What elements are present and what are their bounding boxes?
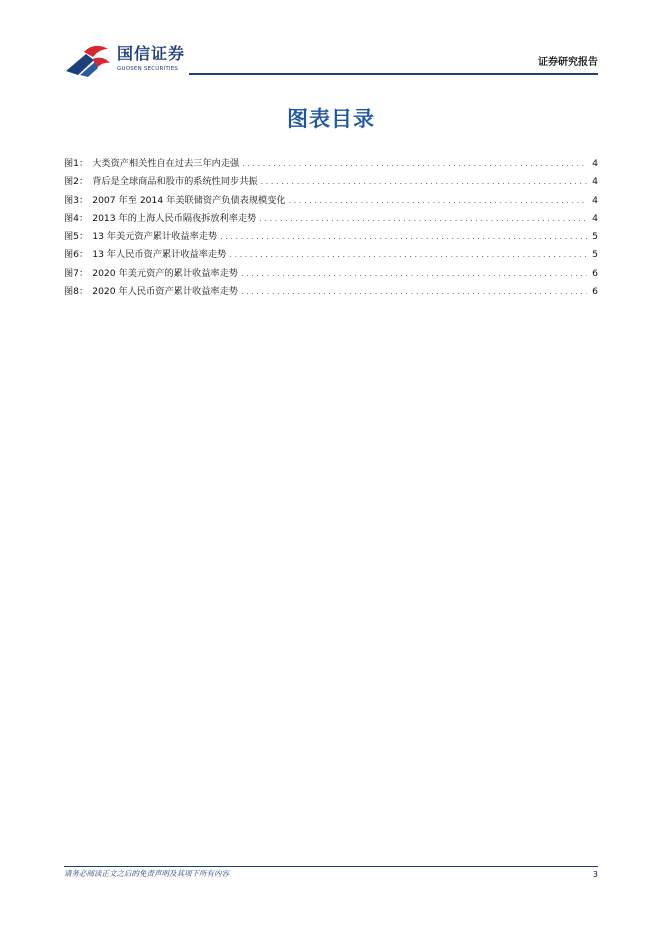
toc-entry-page: 4 <box>592 194 598 206</box>
toc-entry-title: 2007 年至 2014 年美联储资产负债表规模变化 <box>92 194 286 206</box>
toc-entry-fig1[interactable] <box>64 155 598 173</box>
disclaimer-note: 请务必阅读正文之后的免责声明及其项下所有内容 <box>64 869 229 878</box>
toc-entry-fig3[interactable] <box>64 192 598 210</box>
toc-entry-title: 2020 年美元资产的累计收益率走势 <box>92 267 238 279</box>
toc-entry-page: 4 <box>592 176 598 188</box>
toc-entry-page: 4 <box>592 212 598 224</box>
toc-entry-number: 图7： <box>64 267 89 279</box>
toc-entry-fig5[interactable] <box>64 228 598 246</box>
toc-entry-number: 图2： <box>64 176 89 188</box>
toc-entry-number: 图1： <box>64 158 89 169</box>
toc-entry-fig7[interactable] <box>64 265 598 283</box>
footer-divider <box>64 866 598 867</box>
toc-entry-number: 图6： <box>64 249 89 261</box>
toc-entry-page: 6 <box>592 286 598 298</box>
toc-entry-page: 6 <box>592 267 598 279</box>
toc-entry-number: 图3： <box>64 194 89 206</box>
logo-english-name: GUOSEN SECURITIES <box>117 66 179 72</box>
toc-entry-title: 大类资产相关性自在过去三年内走强 <box>92 158 240 169</box>
toc-entry-title: 2020 年人民币资产累计收益率走势 <box>92 286 238 298</box>
page-number: 3 <box>592 870 598 879</box>
toc-entry-page: 4 <box>592 158 598 169</box>
toc-entry-number: 图4： <box>64 212 89 224</box>
toc-dot-leader <box>241 283 587 301</box>
toc-entry-title: 2013 年的上海人民币隔夜拆放利率走势 <box>92 212 257 224</box>
page-title: 图表目录 <box>287 107 375 131</box>
toc-dot-leader <box>241 265 587 283</box>
figure-table-of-contents <box>64 155 598 301</box>
logo-chinese-name: 国信证券 <box>117 44 186 63</box>
toc-dot-leader <box>259 210 587 228</box>
toc-entry-number: 图5： <box>64 231 89 243</box>
toc-entry-fig2[interactable] <box>64 173 598 191</box>
toc-entry-title: 13 年人民币资产累计收益率走势 <box>92 249 227 261</box>
toc-dot-leader <box>229 246 587 264</box>
toc-dot-leader <box>261 173 587 191</box>
toc-dot-leader <box>220 228 587 246</box>
toc-dot-leader <box>242 155 587 173</box>
page-header <box>0 0 662 80</box>
report-type-label: 证券研究报告 <box>538 57 598 68</box>
toc-entry-title: 13 年美元资产累计收益率走势 <box>92 231 218 243</box>
guosen-logo-icon <box>64 44 112 78</box>
toc-entry-page: 5 <box>592 249 598 261</box>
toc-dot-leader <box>289 192 587 210</box>
toc-entry-fig8[interactable] <box>64 283 598 301</box>
header-divider <box>189 73 598 75</box>
toc-entry-fig6[interactable] <box>64 246 598 264</box>
toc-entry-page: 5 <box>592 231 598 243</box>
toc-entry-number: 图8： <box>64 286 89 298</box>
toc-entry-fig4[interactable] <box>64 210 598 228</box>
toc-entry-title: 背后是全球商品和股市的系统性同步共振 <box>92 176 258 188</box>
